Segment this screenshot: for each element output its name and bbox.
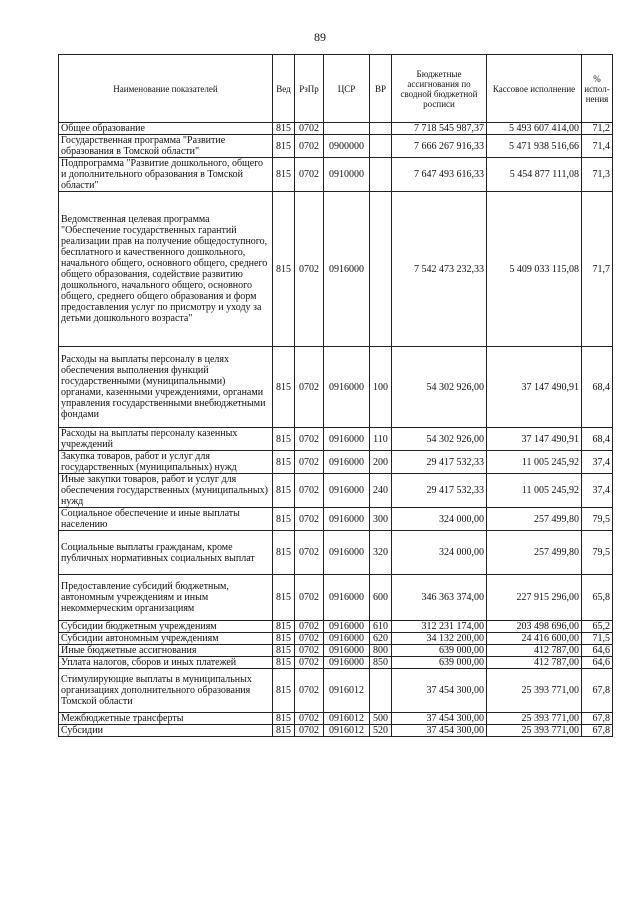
cell-pct: 64,6 — [582, 657, 613, 669]
table-row — [59, 713, 613, 725]
cell-rzpr: 0702 — [295, 123, 324, 135]
cell-rzpr: 0702 — [295, 645, 324, 657]
cell-csr: 0916000 — [324, 474, 370, 508]
cell-kass: 257 499,80 — [487, 531, 582, 575]
cell-name: Социальное обеспечение и иные выплаты населению — [59, 508, 273, 531]
cell-budget: 324 000,00 — [392, 531, 487, 575]
cell-budget: 7 542 473 232,33 — [392, 192, 487, 347]
cell-kass: 5 493 607 414,00 — [487, 123, 582, 135]
cell-rzpr: 0702 — [295, 192, 324, 347]
cell-vr: 600 — [370, 575, 392, 621]
cell-pct: 67,8 — [582, 669, 613, 713]
budget-table — [58, 54, 613, 737]
table-row — [59, 508, 613, 531]
table-row — [59, 633, 613, 645]
cell-rzpr: 0702 — [295, 474, 324, 508]
cell-ved: 815 — [273, 135, 295, 158]
cell-name: Иные закупки товаров, работ и услуг для обеспечения государственных (муниципальных) нужд — [59, 474, 273, 508]
header-rzpr: РзПр — [295, 55, 324, 123]
header-vr: ВР — [370, 55, 392, 123]
cell-kass: 412 787,00 — [487, 657, 582, 669]
cell-pct: 71,7 — [582, 192, 613, 347]
cell-pct: 71,3 — [582, 158, 613, 192]
cell-name: Социальные выплаты гражданам, кроме публичных нормативных социальных выплат — [59, 531, 273, 575]
cell-ved: 815 — [273, 451, 295, 474]
cell-ved: 815 — [273, 508, 295, 531]
cell-csr — [324, 123, 370, 135]
cell-pct: 37,4 — [582, 451, 613, 474]
cell-name: Расходы на выплаты персоналу в целях обеспечения выполнения функций государственными (муниципальными) органами, казенными учреждениями, органами управления государственными внебюджетными фондами — [59, 347, 273, 428]
cell-name: Предоставление субсидий бюджетным, автономным учреждениям и иным некоммерческим организациям — [59, 575, 273, 621]
cell-rzpr: 0702 — [295, 657, 324, 669]
cell-budget: 34 132 200,00 — [392, 633, 487, 645]
page-number: 89 — [314, 30, 326, 44]
cell-name: Расходы на выплаты персоналу казенных учреждений — [59, 428, 273, 451]
header-ved: Вед — [273, 55, 295, 123]
cell-kass: 412 787,00 — [487, 645, 582, 657]
cell-budget: 639 000,00 — [392, 657, 487, 669]
cell-csr: 0916000 — [324, 192, 370, 347]
cell-vr: 110 — [370, 428, 392, 451]
cell-csr: 0916000 — [324, 645, 370, 657]
table-row — [59, 451, 613, 474]
cell-budget: 639 000,00 — [392, 645, 487, 657]
cell-csr: 0916000 — [324, 347, 370, 428]
cell-kass: 227 915 296,00 — [487, 575, 582, 621]
header-csr: ЦСР — [324, 55, 370, 123]
cell-csr: 0916000 — [324, 428, 370, 451]
cell-kass: 11 005 245,92 — [487, 474, 582, 508]
cell-kass: 5 409 033 115,08 — [487, 192, 582, 347]
cell-vr: 300 — [370, 508, 392, 531]
cell-vr: 100 — [370, 347, 392, 428]
cell-kass: 5 471 938 516,66 — [487, 135, 582, 158]
cell-kass: 37 147 490,91 — [487, 428, 582, 451]
cell-vr: 620 — [370, 633, 392, 645]
cell-budget: 37 454 300,00 — [392, 713, 487, 725]
header-budget: Бюджетные ассигнования по сводной бюджетной росписи — [392, 55, 487, 123]
cell-pct: 68,4 — [582, 428, 613, 451]
cell-kass: 37 147 490,91 — [487, 347, 582, 428]
cell-pct: 67,8 — [582, 713, 613, 725]
cell-csr: 0916000 — [324, 451, 370, 474]
cell-budget: 54 302 926,00 — [392, 347, 487, 428]
cell-budget: 54 302 926,00 — [392, 428, 487, 451]
cell-rzpr: 0702 — [295, 669, 324, 713]
table-row — [59, 123, 613, 135]
cell-csr: 0916012 — [324, 725, 370, 737]
cell-pct: 71,5 — [582, 633, 613, 645]
cell-kass: 25 393 771,00 — [487, 669, 582, 713]
cell-budget: 29 417 532,33 — [392, 451, 487, 474]
cell-vr — [370, 669, 392, 713]
cell-budget: 37 454 300,00 — [392, 669, 487, 713]
table-row — [59, 158, 613, 192]
cell-name: Стимулирующие выплаты в муниципальных организациях дополнительного образования Томской области — [59, 669, 273, 713]
cell-pct: 79,5 — [582, 531, 613, 575]
table-row — [59, 669, 613, 713]
cell-csr: 0916000 — [324, 508, 370, 531]
table-row — [59, 347, 613, 428]
cell-kass: 25 393 771,00 — [487, 725, 582, 737]
cell-csr: 0916012 — [324, 713, 370, 725]
cell-pct: 64,6 — [582, 645, 613, 657]
header-pct: % испол-нения — [582, 55, 613, 123]
cell-budget: 7 718 545 987,37 — [392, 123, 487, 135]
cell-name: Субсидии — [59, 725, 273, 737]
cell-pct: 79,5 — [582, 508, 613, 531]
table-row — [59, 531, 613, 575]
table-row — [59, 428, 613, 451]
cell-rzpr: 0702 — [295, 621, 324, 633]
cell-ved: 815 — [273, 428, 295, 451]
cell-kass: 5 454 877 111,08 — [487, 158, 582, 192]
cell-name: Субсидии бюджетным учреждениям — [59, 621, 273, 633]
cell-name: Межбюджетные трансферты — [59, 713, 273, 725]
cell-rzpr: 0702 — [295, 428, 324, 451]
table-row — [59, 725, 613, 737]
cell-ved: 815 — [273, 158, 295, 192]
table-row — [59, 645, 613, 657]
cell-csr: 0916000 — [324, 657, 370, 669]
table-row — [59, 657, 613, 669]
cell-pct: 68,4 — [582, 347, 613, 428]
cell-name: Государственная программа "Развитие образования в Томской области" — [59, 135, 273, 158]
cell-vr — [370, 158, 392, 192]
cell-name: Закупка товаров, работ и услуг для государственных (муниципальных) нужд — [59, 451, 273, 474]
cell-csr: 0916000 — [324, 575, 370, 621]
cell-csr: 0916012 — [324, 669, 370, 713]
cell-ved: 815 — [273, 474, 295, 508]
cell-pct: 37,4 — [582, 474, 613, 508]
cell-vr: 610 — [370, 621, 392, 633]
cell-kass: 24 416 600,00 — [487, 633, 582, 645]
cell-vr: 500 — [370, 713, 392, 725]
cell-budget: 346 363 374,00 — [392, 575, 487, 621]
cell-rzpr: 0702 — [295, 725, 324, 737]
table-row — [59, 575, 613, 621]
cell-ved: 815 — [273, 669, 295, 713]
cell-pct: 65,2 — [582, 621, 613, 633]
cell-ved: 815 — [273, 621, 295, 633]
cell-budget: 324 000,00 — [392, 508, 487, 531]
table-row — [59, 621, 613, 633]
table-row — [59, 192, 613, 347]
cell-rzpr: 0702 — [295, 451, 324, 474]
cell-csr: 0916000 — [324, 633, 370, 645]
cell-ved: 815 — [273, 713, 295, 725]
cell-csr: 0910000 — [324, 158, 370, 192]
cell-name: Ведомственная целевая программа "Обеспечение государственных гарантий реализации прав на получение общедоступного, бесплатного и качественного дошкольного, начального общего, основного общего, среднего общего образования, содействие развитию дошкольного, начального общего, основного общего, среднего общего образования и форм предоставления услуг по присмотру и уходу за детьми дошкольного возраста" — [59, 192, 273, 347]
cell-kass: 11 005 245,92 — [487, 451, 582, 474]
cell-name: Субсидии автономным учреждениям — [59, 633, 273, 645]
cell-budget: 29 417 532,33 — [392, 474, 487, 508]
cell-kass: 203 498 696,00 — [487, 621, 582, 633]
cell-vr: 850 — [370, 657, 392, 669]
cell-vr — [370, 192, 392, 347]
cell-rzpr: 0702 — [295, 158, 324, 192]
cell-pct: 65,8 — [582, 575, 613, 621]
header-name: Наименование показателей — [59, 55, 273, 123]
cell-name: Общее образование — [59, 123, 273, 135]
cell-rzpr: 0702 — [295, 575, 324, 621]
cell-name: Подпрограмма "Развитие дошкольного, общего и дополнительного образования в Томской области" — [59, 158, 273, 192]
cell-ved: 815 — [273, 347, 295, 428]
cell-rzpr: 0702 — [295, 633, 324, 645]
header-row — [59, 55, 613, 123]
cell-vr: 320 — [370, 531, 392, 575]
cell-pct: 67,8 — [582, 725, 613, 737]
cell-rzpr: 0702 — [295, 531, 324, 575]
table-row — [59, 474, 613, 508]
cell-ved: 815 — [273, 192, 295, 347]
cell-ved: 815 — [273, 575, 295, 621]
cell-vr: 800 — [370, 645, 392, 657]
cell-kass: 257 499,80 — [487, 508, 582, 531]
cell-vr — [370, 135, 392, 158]
cell-csr: 0916000 — [324, 621, 370, 633]
cell-ved: 815 — [273, 645, 295, 657]
table-row — [59, 135, 613, 158]
cell-kass: 25 393 771,00 — [487, 713, 582, 725]
cell-pct: 71,2 — [582, 123, 613, 135]
cell-vr: 200 — [370, 451, 392, 474]
cell-ved: 815 — [273, 531, 295, 575]
cell-vr: 240 — [370, 474, 392, 508]
cell-budget: 312 231 174,00 — [392, 621, 487, 633]
cell-ved: 815 — [273, 725, 295, 737]
cell-rzpr: 0702 — [295, 713, 324, 725]
cell-budget: 7 647 493 616,33 — [392, 158, 487, 192]
cell-budget: 7 666 267 916,33 — [392, 135, 487, 158]
cell-vr: 520 — [370, 725, 392, 737]
cell-vr — [370, 123, 392, 135]
cell-name: Иные бюджетные ассигнования — [59, 645, 273, 657]
cell-pct: 71,4 — [582, 135, 613, 158]
cell-ved: 815 — [273, 633, 295, 645]
cell-name: Уплата налогов, сборов и иных платежей — [59, 657, 273, 669]
cell-ved: 815 — [273, 657, 295, 669]
cell-rzpr: 0702 — [295, 508, 324, 531]
cell-ved: 815 — [273, 123, 295, 135]
header-kass: Кассовое исполнение — [487, 55, 582, 123]
cell-csr: 0916000 — [324, 531, 370, 575]
cell-rzpr: 0702 — [295, 135, 324, 158]
cell-budget: 37 454 300,00 — [392, 725, 487, 737]
cell-rzpr: 0702 — [295, 347, 324, 428]
cell-csr: 0900000 — [324, 135, 370, 158]
